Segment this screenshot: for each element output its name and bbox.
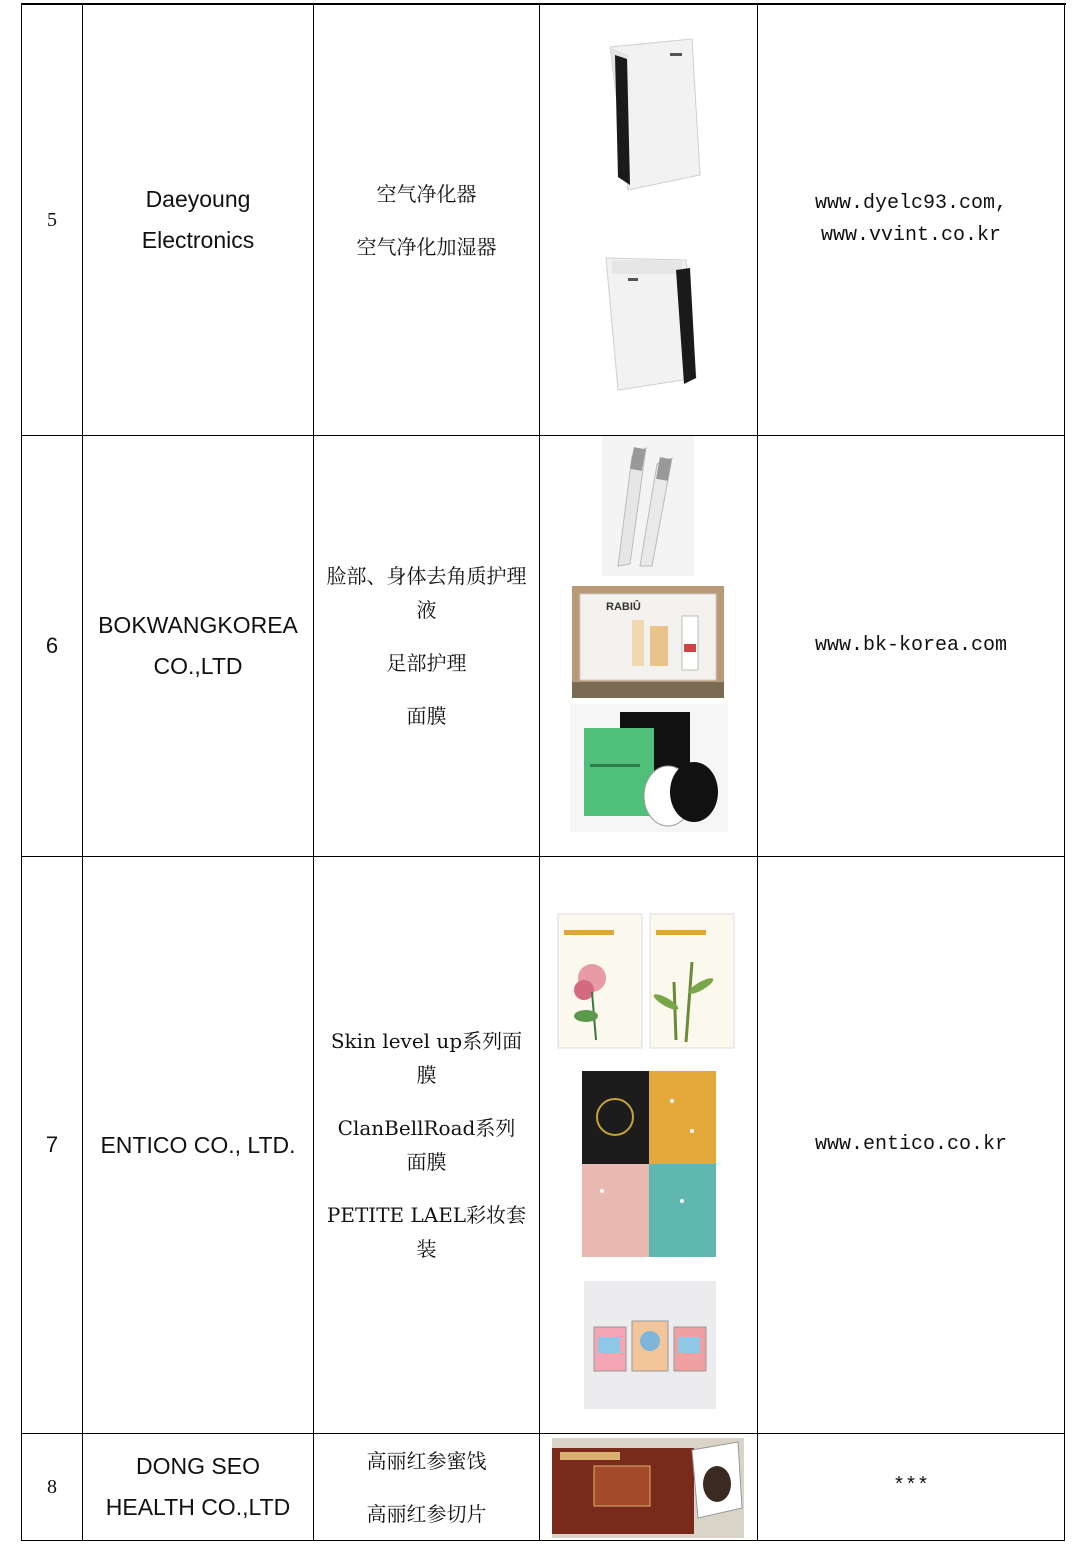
skin-level-up-masks-image — [556, 912, 736, 1050]
product-item: ClanBellRoad系列面膜 — [337, 1116, 516, 1174]
product-item: 高丽红参蜜饯 — [366, 1448, 487, 1473]
company-name — [83, 436, 314, 857]
air-purifier-humidifier-image — [598, 250, 703, 395]
website-link[interactable]: www.entico.co.kr — [814, 1133, 1008, 1156]
company-name — [83, 857, 314, 1434]
table-row — [22, 1434, 1065, 1541]
website — [758, 857, 1065, 1434]
company-name-line: ENTICO CO., LTD. — [100, 1131, 296, 1158]
product-item: 脸部、身体去角质护理液 — [326, 564, 527, 622]
product-item: PETITE LAEL彩妆套装 — [326, 1203, 527, 1261]
product-item: 面膜 — [406, 704, 447, 728]
company-name — [83, 1434, 314, 1541]
serum-tubes-image — [602, 436, 694, 576]
air-purifier-image — [600, 35, 710, 195]
row-number: 6 — [22, 436, 83, 857]
product-item: Skin level up系列面膜 — [330, 1029, 523, 1087]
company-name-line: CO.,LTD — [153, 653, 243, 679]
table-row — [22, 857, 1065, 1434]
website-placeholder: *** — [892, 1475, 929, 1498]
product-images — [540, 5, 758, 436]
product-list — [314, 5, 540, 436]
website — [758, 5, 1065, 436]
product-item: 足部护理 — [386, 651, 467, 675]
product-item: 空气净化器 — [376, 181, 477, 206]
product-list — [314, 857, 540, 1434]
website — [758, 1434, 1065, 1541]
company-name-line: BOKWANGKOREA — [98, 612, 298, 638]
rabiu-gift-set-image — [572, 586, 724, 698]
table-row — [22, 436, 1065, 857]
row-number: 8 — [22, 1434, 83, 1541]
website-link[interactable]: www.bk-korea.com — [814, 634, 1008, 657]
website-link[interactable]: www.vvint.co.kr — [820, 224, 1002, 247]
website-link[interactable]: www.dyelc93.com, — [814, 192, 1008, 215]
exhibitor-table — [21, 4, 1065, 1541]
product-item: 高丽红参切片 — [366, 1501, 487, 1526]
company-name-line: Electronics — [141, 227, 255, 253]
company-name — [83, 5, 314, 436]
rabiu-brand-text: RABIÛ — [606, 601, 641, 613]
product-list — [314, 436, 540, 857]
table-row — [22, 5, 1065, 436]
product-item: 空气净化加湿器 — [356, 234, 497, 259]
product-images — [540, 857, 758, 1434]
red-ginseng-gift-box-image — [552, 1438, 744, 1538]
company-name-line: HEALTH CO.,LTD — [105, 1494, 291, 1520]
row-number: 7 — [22, 857, 83, 1434]
product-images — [540, 1434, 758, 1541]
clanbellroad-masks-image — [582, 1071, 716, 1257]
petite-lael-makeup-set-image — [584, 1281, 716, 1409]
face-mask-packs-image — [570, 704, 728, 832]
company-name-line: DONG SEO — [136, 1453, 260, 1479]
product-images — [540, 436, 758, 857]
company-name-line: Daeyoung — [145, 186, 251, 212]
row-number: 5 — [22, 5, 83, 436]
website — [758, 436, 1065, 857]
product-list — [314, 1434, 540, 1541]
